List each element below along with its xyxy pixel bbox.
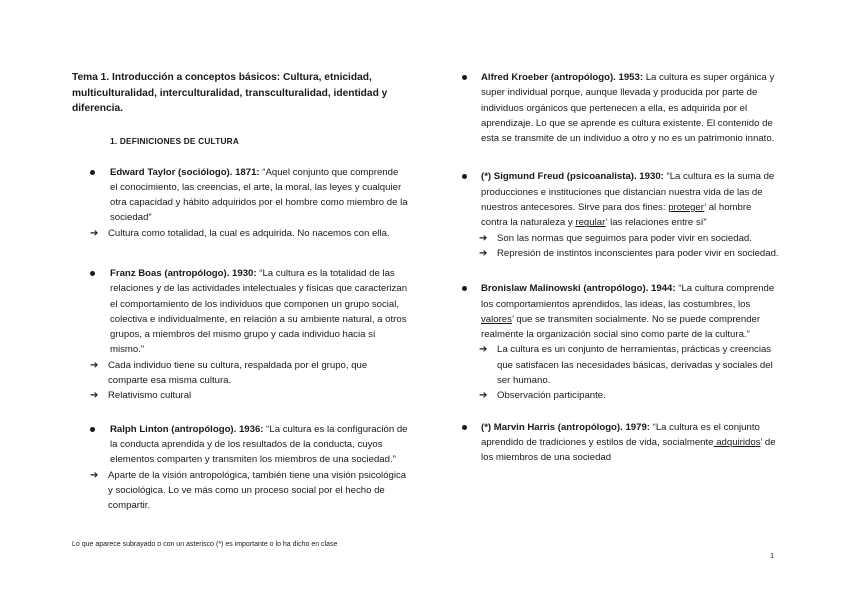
entry-text: “La cultura es la configuración de la conducta aprendida y de los resultados de la conducta, cuyos elementos comparten y transmiten los miembros de una sociedad.” <box>110 423 408 466</box>
entry-text: “Aquel conjunto que comprende el conocimiento, las creencias, el arte, la moral, las leyes y cualquier otra capacidad y hábito adquiridos por el hombre como miembro de la sociedad” <box>110 166 408 224</box>
entry-freud: (*) Sigmund Freud (psicoanalista). 1930: “La cultura es la suma de producciones e instituciones que distancian nuestra vida de las de nuestros antecesores. Sirve para dos fines: proteger’ al hombre contra la naturaleza y regular’ las relaciones entre sí” <box>461 169 779 230</box>
underlined-term: adquiridos <box>713 436 761 448</box>
entry-boas <box>72 266 408 358</box>
entry-author: Ralph Linton (antropólogo). 1936: <box>110 423 264 435</box>
entry-author: Bronislaw Malinowski (antropólogo). 1944: <box>481 283 676 295</box>
bullet-icon <box>462 286 467 291</box>
entry-author: (*) Marvin Harris (antropólogo). 1979: <box>481 421 650 433</box>
sub-point: ➔ Cada individuo tiene su cultura, respaldada por el grupo, que comparte esa misma cultura. <box>90 359 368 387</box>
sub-point: ➔ Relativismo cultural <box>72 388 408 403</box>
entry-malinowski: Bronislaw Malinowski (antropólogo). 1944: “La cultura comprende los comportamientos aprendidos, las ideas, las costumbres, los valores’ que se transmiten socialmente. No se puede comprender realmente la organización social sino como parte de la cultura.” <box>461 281 779 342</box>
entry-text: La cultura es super orgánica y super individual porque, aunque llevada y producida por parte de individuos orgánicos que pertenecen a ella, es adquirida por el aprendizaje. Lo que se aprende es cultura existente. El contenido de esta se transmite de un individuo a otro y no es un patrimonio innato. <box>481 72 775 145</box>
bullet-icon <box>462 425 467 430</box>
right-column <box>461 70 779 466</box>
left-column <box>72 70 408 513</box>
bullet-icon <box>462 75 467 80</box>
entry-author: Edward Taylor (sociólogo). 1871: <box>110 166 260 178</box>
arrow-right-icon: ➔ <box>90 469 99 481</box>
arrow-right-icon: ➔ <box>479 390 488 402</box>
bullet-icon <box>90 271 95 276</box>
section-heading: 1. DEFINICIONES DE CULTURA <box>110 135 240 146</box>
arrow-right-icon: ➔ <box>90 359 99 371</box>
page-title: Tema 1. Introducción a conceptos básicos: Cultura, etnicidad, multiculturalidad, interculturalidad, transculturalidad, identidad y diferencia. <box>72 72 388 114</box>
arrow-right-icon: ➔ <box>90 390 99 402</box>
underlined-term: proteger <box>668 202 705 214</box>
page-number: 1 <box>770 551 775 560</box>
entry-author: (*) Sigmund Freud (psicoanalista). 1930: <box>481 171 664 183</box>
arrow-right-icon: ➔ <box>479 247 488 259</box>
sub-point: ➔ Cultura como totalidad, la cual es adquirida. No nacemos con ella. <box>72 226 408 241</box>
bullet-icon <box>90 170 95 175</box>
entry-kroeber <box>461 70 779 146</box>
entry-author: Franz Boas (antropólogo). 1930: <box>110 267 257 279</box>
entry-text: “La cultura es la totalidad de las relaciones y de las actividades intelectuales y físicas que caracterizan el comportamiento de los individuos que componen un grupo social, colectiva e individualmente, en relación a su ambiente natural, a otros grupos, a miembros del mismo grupo y cada individuo hacia sí mismo.” <box>110 267 408 356</box>
underlined-term: regular <box>575 217 606 229</box>
entry-linton <box>72 422 408 468</box>
arrow-right-icon: ➔ <box>479 232 488 244</box>
entry-taylor <box>72 165 408 226</box>
footer-note: Lo que aparece subrayado o con un asterisco (*) es importante o lo ha dicho en clase <box>72 541 338 548</box>
bullet-icon <box>90 427 95 432</box>
arrow-right-icon: ➔ <box>90 227 99 239</box>
sub-point: ➔ Observación participante. <box>461 388 779 403</box>
arrow-right-icon: ➔ <box>479 344 488 356</box>
underlined-term: valores <box>481 313 512 325</box>
sub-point: ➔ Aparte de la visión antropológica, también tiene una visión psicológica y sociológica. Lo ve más como un proceso social por el hecho de compartir. <box>90 469 407 512</box>
sub-point: ➔ La cultura es un conjunto de herramientas, prácticas y creencias que satisfacen las necesidades básicas, derivadas y sociales del ser humano. <box>479 344 773 387</box>
bullet-icon <box>462 174 467 179</box>
entry-author: Alfred Kroeber (antropólogo). 1953: <box>481 72 644 83</box>
sub-point: ➔ Son las normas que seguimos para poder vivir en sociedad. <box>461 231 779 246</box>
entry-harris: (*) Marvin Harris (antropólogo). 1979: “La cultura es el conjunto aprendido de tradiciones y estilos de vida, socialmente adquiridos’ de los miembros de una sociedad <box>461 420 779 466</box>
sub-point: ➔ Represión de instintos inconscientes para poder vivir en sociedad. <box>461 246 779 261</box>
